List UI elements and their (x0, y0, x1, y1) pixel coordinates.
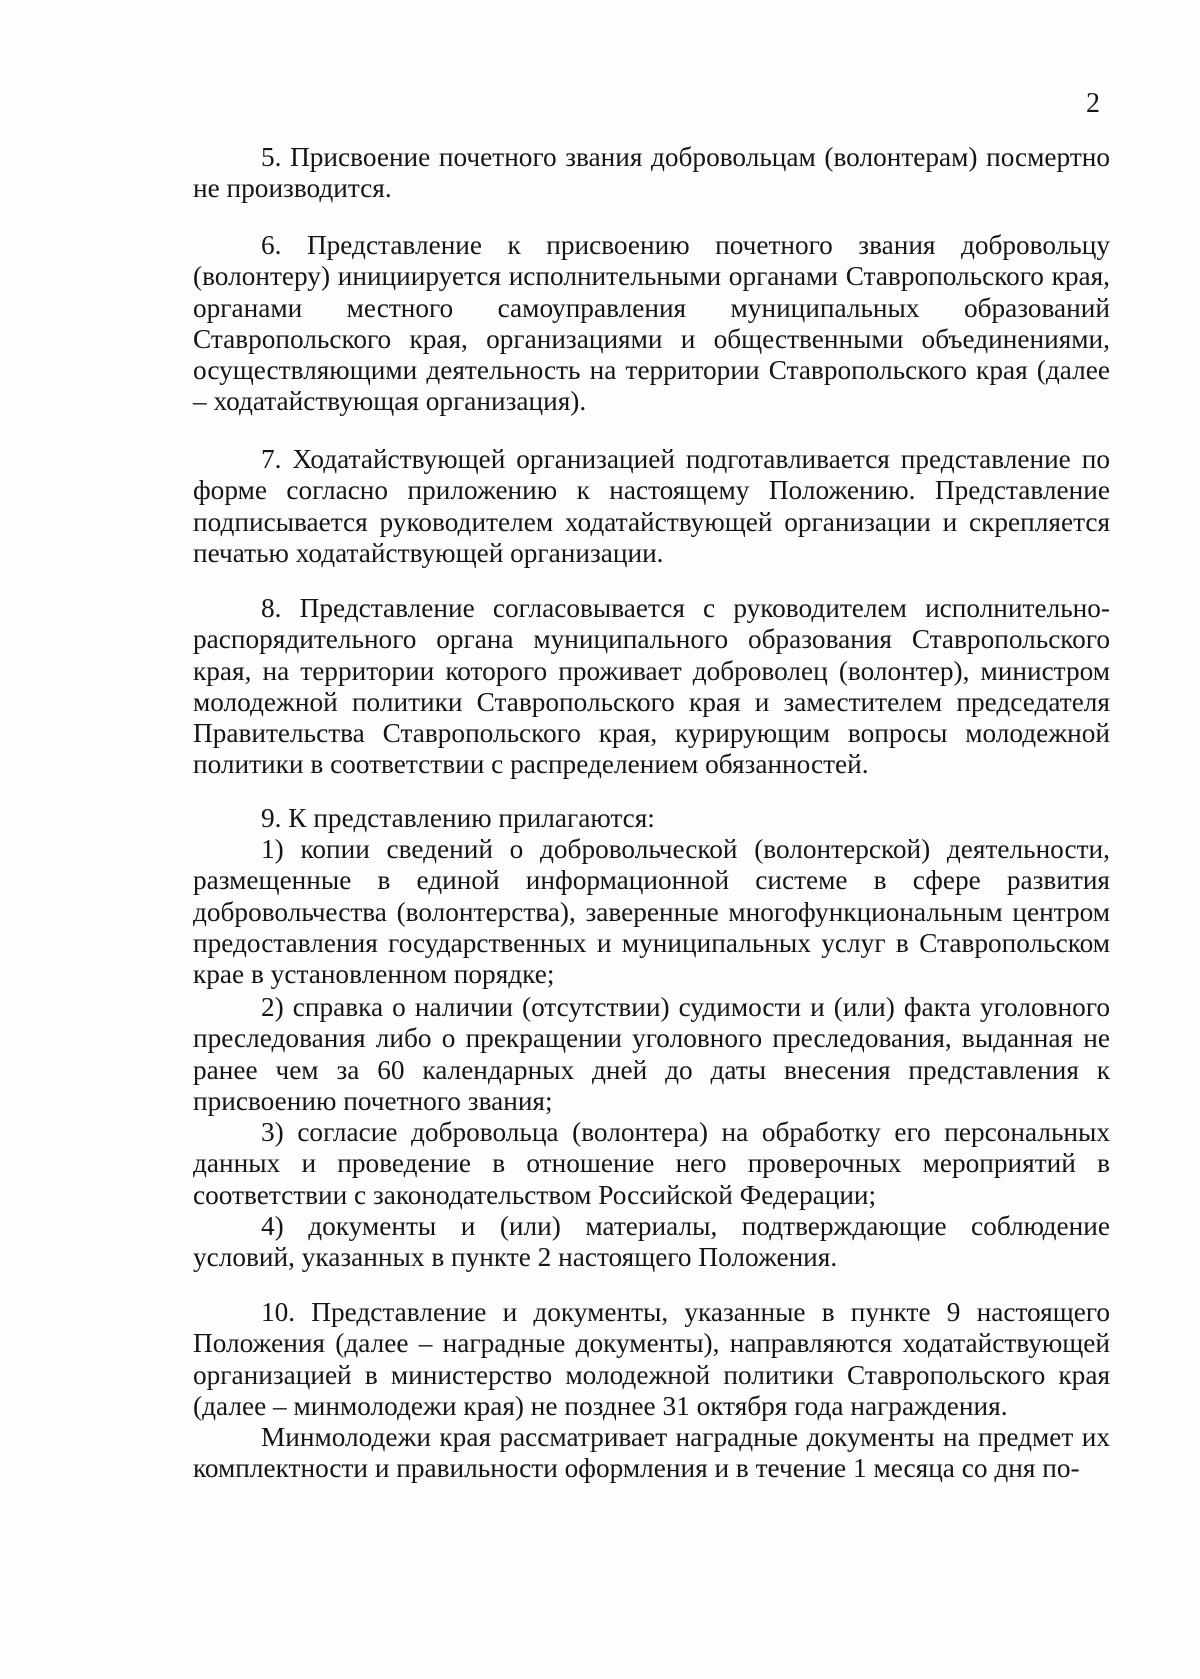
list-item-9-3: 3) согласие добровольца (волонтера) на обработку его персональных данных и проведение в отношение него проверочных мероприятий в соответствии с законодательством Российской Федерации; (193, 1117, 1110, 1210)
paragraph-5: 5. Присвоение почетного звания добровольцам (волонтерам) посмертно не производится. (193, 142, 1110, 204)
paragraph-8: 8. Представление согласовывается с руководителем исполнительно-распорядительного органа муниципального образования Ставропольского края, на территории которого проживает доброволец (волонтер), министром молодежной политики Ставропольского края и заместителем председателя Правительства Ставропольского края, курирующим вопросы молодежной политики в соответствии с распределением обязанностей. (193, 593, 1110, 780)
paragraph-9: 9. К представлению прилагаются: (261, 803, 655, 833)
paragraph-10: 10. Представление и документы, указанные в пункте 9 настоящего Положения (далее – наградные документы), направляются ходатайствующей организацией в министерство молодежной политики Ставропольского края (далее – минмолодежи края) не позднее 31 октября года награждения. (193, 1297, 1110, 1421)
paragraph-10-continued: Минмолодежи края рассматривает наградные документы на предмет их комплектности и правильности оформления и в течение 1 месяца со дня по- (193, 1422, 1110, 1484)
list-item-9-1: 1) копии сведений о добровольческой (волонтерской) деятельности, размещенные в единой информационной системе в сфере развития добровольчества (волонтерства), заверенные многофункциональным центром предоставления государственных и муниципальных услуг в Ставропольском крае в установленном порядке; (193, 834, 1110, 990)
list-item-9-2: 2) справка о наличии (отсутствии) судимости и (или) факта уголовного преследования либо о прекращении уголовного преследования, выданная не ранее чем за 60 календарных дней до даты внесения представления к присвоению почетного звания; (193, 992, 1110, 1116)
paragraph-7: 7. Ходатайствующей организацией подготавливается представление по форме согласно приложению к настоящему Положению. Представление подписывается руководителем ходатайствующей организации и скрепляется печатью ходатайствующей организации. (193, 444, 1110, 568)
page-number: 2 (1086, 88, 1100, 119)
list-item-9-4: 4) документы и (или) материалы, подтверждающие соблюдение условий, указанных в пункте 2 настоящего Положения. (193, 1211, 1110, 1273)
paragraph-6: 6. Представление к присвоению почетного звания добровольцу (волонтеру) инициируется исполнительными органами Ставропольского края, органами местного самоуправления муниципальных образований Ставропольского края, организациями и общественными объединениями, осуществляющими деятельность на территории Ставропольского края (далее – ходатайствующая организация). (193, 230, 1110, 417)
